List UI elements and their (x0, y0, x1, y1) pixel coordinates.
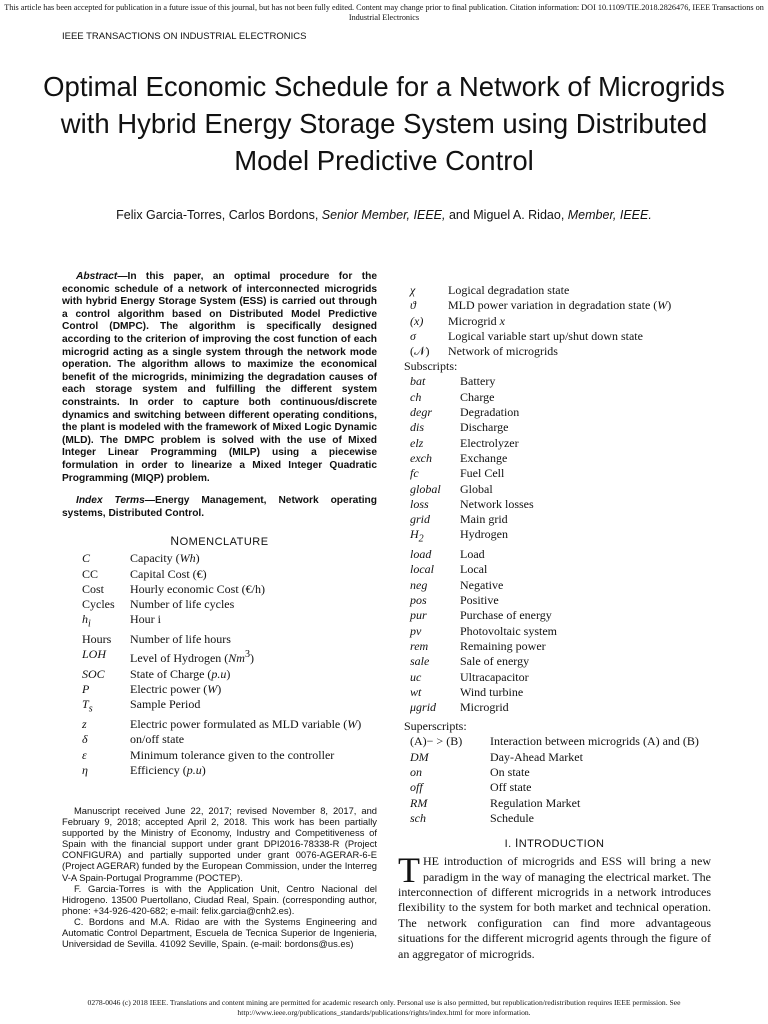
nomenclature-row (398, 451, 557, 466)
author-role-2: Member, IEEE. (567, 208, 652, 222)
symbol: sch (410, 810, 426, 825)
closing-paren: ) (201, 762, 206, 777)
nomenclature-row (398, 374, 557, 389)
symbol-cell (398, 527, 460, 547)
right-column (398, 283, 711, 962)
symbol-cell (62, 717, 130, 732)
description-cell (460, 685, 557, 700)
description: Electric power formulated as MLD variable ( (130, 717, 348, 732)
left-column (62, 271, 377, 778)
symbol-cell (398, 811, 490, 826)
nomenclature-row (62, 717, 361, 732)
description-cell (130, 567, 361, 582)
description: Level of Hydrogen ( (130, 651, 229, 666)
symbol-cell (398, 670, 460, 685)
symbol-cell (398, 329, 448, 344)
description-cell (460, 527, 557, 547)
symbol-cell (398, 780, 490, 795)
symbol: (x) (410, 313, 424, 328)
symbol: uc (410, 669, 422, 684)
description: Photovoltaic system (460, 623, 557, 638)
symbol-cell (62, 582, 130, 597)
nomenclature-row (398, 593, 557, 608)
nomenclature-row (398, 780, 699, 795)
symbol-cell (398, 512, 460, 527)
symbol: fc (410, 466, 419, 481)
description: Day-Ahead Market (490, 749, 583, 764)
dropcap-letter: T (398, 850, 420, 891)
description: Capital Cost (€) (130, 566, 207, 581)
description-cell (130, 647, 361, 666)
description-cell (490, 811, 699, 826)
symbol: (A)− > (B) (410, 734, 463, 749)
author-names-1: Felix Garcia-Torres, Carlos Bordons, (116, 208, 322, 222)
journal-header: IEEE TRANSACTIONS ON INDUSTRIAL ELECTRONICS (62, 31, 307, 42)
description-cell (130, 748, 361, 763)
closing-paren: ) (226, 666, 231, 681)
nomenclature-row (398, 811, 699, 826)
description: On state (490, 765, 530, 779)
symbol-cell (62, 612, 130, 632)
description-cell (460, 390, 557, 405)
symbol-cell (62, 667, 130, 682)
description-cell (130, 612, 361, 632)
symbol-cell (62, 551, 130, 566)
nomenclature-row (398, 578, 557, 593)
description: Hourly economic Cost (€/h) (130, 581, 265, 596)
unit: x (499, 313, 505, 328)
description-cell (130, 551, 361, 566)
closing-paren: ) (195, 551, 200, 566)
nomenclature-row (62, 582, 361, 597)
index-terms-text: Energy Management, Network operating systems, Distributed Control. (62, 495, 377, 519)
symbol-cell (398, 734, 490, 749)
symbol: pv (410, 623, 422, 638)
symbol-cell (398, 283, 448, 298)
nomenclature-row (398, 547, 557, 562)
description: Hydrogen (460, 527, 508, 542)
footnotes (62, 805, 377, 949)
nomenclature-heading-rest: OMENCLATURE (179, 536, 269, 549)
superscripts-heading: Superscripts: (404, 719, 467, 734)
description-cell (490, 780, 699, 795)
abstract-dash: — (117, 271, 128, 282)
description-cell (130, 717, 361, 732)
symbol-subscript: s (88, 703, 93, 715)
symbol: RM (410, 795, 428, 810)
closing-paren: ) (249, 651, 254, 666)
description-cell (448, 344, 671, 359)
nomenclature-row (398, 512, 557, 527)
description-cell (490, 734, 699, 749)
description: Number of life hours (130, 632, 231, 647)
description-cell (460, 608, 557, 623)
nomenclature-row (398, 283, 671, 298)
symbol: χ (410, 283, 416, 297)
symbol-cell (62, 597, 130, 612)
nomenclature-row (398, 314, 671, 329)
nomenclature-row (62, 597, 361, 612)
nomenclature-row (398, 497, 557, 512)
symbol-cell (398, 436, 460, 451)
introduction-paragraph (398, 850, 711, 962)
footnote-authors-2-3: C. Bordons and M.A. Ridao are with the Systems Engineering and Automatic Control Department, Escuela de Tecnica Superior de Ingenieria, Universidad de Sevilla. 41092 Seville, Spain. (e-mail: bordons@us.es) (62, 915, 377, 950)
description: Main grid (460, 512, 508, 527)
nomenclature-row (398, 405, 557, 420)
symbol-cell (62, 682, 130, 697)
symbol: local (410, 562, 434, 577)
symbol: on (410, 765, 422, 779)
description-cell (130, 732, 361, 747)
description: Microgrid (448, 313, 500, 328)
symbol-cell (398, 639, 460, 654)
description-cell (130, 597, 361, 612)
description-cell (460, 593, 557, 608)
description: Sample Period (130, 697, 201, 712)
symbol-cell (62, 567, 130, 582)
unit: p.u (211, 666, 227, 681)
symbol-cell (398, 796, 490, 811)
symbol-cell (62, 647, 130, 666)
description-cell (460, 405, 557, 420)
description: Positive (460, 593, 499, 608)
nomenclature-row (398, 466, 557, 481)
description: Off state (490, 780, 532, 795)
symbol-cell (398, 405, 460, 420)
symbol-cell (62, 748, 130, 763)
symbol: Hours (82, 632, 112, 647)
description: Sale of energy (460, 654, 530, 669)
symbol-cell (398, 547, 460, 562)
symbol-cell (398, 482, 460, 497)
description: Negative (460, 577, 504, 592)
symbol-cell (398, 765, 490, 780)
description: Efficiency ( (130, 762, 187, 777)
symbol: ϑ (410, 298, 416, 313)
description-cell (460, 700, 557, 715)
nomenclature-row (62, 632, 361, 647)
nomenclature-row (398, 734, 699, 749)
nomenclature-row (398, 639, 557, 654)
symbol: h (82, 612, 88, 627)
symbol-subscript: 2 (418, 533, 424, 545)
nomenclature-heading-initial: N (170, 534, 180, 549)
description: on/off state (130, 732, 185, 747)
description-cell (490, 765, 699, 780)
description-cell (460, 497, 557, 512)
description: Load (460, 547, 485, 562)
description: Local (460, 562, 488, 577)
nomenclature-row (398, 329, 671, 344)
description-cell (460, 512, 557, 527)
nomenclature-row (398, 420, 557, 435)
nomenclature-row (398, 796, 699, 811)
nomenclature-row (62, 697, 361, 717)
description: Discharge (460, 420, 509, 435)
symbol: exch (410, 450, 432, 465)
symbol: load (410, 547, 432, 562)
description-cell (460, 451, 557, 466)
index-terms-label: Index Terms (76, 495, 145, 507)
symbol: η (82, 762, 88, 777)
description-cell (130, 763, 361, 778)
symbol-cell (62, 732, 130, 747)
nomenclature-heading (62, 534, 377, 548)
description: Purchase of energy (460, 608, 552, 623)
publication-notice: This article has been accepted for publication in a future issue of this journal, but has not been fully edited. Content may change prior to final publication. Citation information: DOI 10.1109/TIE.2018.2826476, IEEE Transactions on Industrial Electronics (4, 3, 764, 22)
symbol: sale (410, 654, 430, 669)
description: Interaction between microgrids (A) and (B) (490, 734, 699, 749)
symbol-cell (398, 451, 460, 466)
symbol: CC (82, 566, 99, 581)
nomenclature-row (62, 567, 361, 582)
footnote-author-1: F. Garcia-Torres is with the Application Unit, Centro Nacional del Hidrogeno. 13500 Puertollano, Ciudad Real, Spain. (corresponding author, phone: +34-926-420-682; e-mail: felix.garcia@cnh2.es). (62, 882, 377, 916)
description-cell (130, 697, 361, 717)
symbol-cell (398, 578, 460, 593)
symbol: DM (410, 749, 429, 764)
nomenclature-row (62, 551, 361, 566)
introduction-heading (398, 836, 711, 850)
index-terms (62, 495, 377, 520)
nomenclature-row (398, 298, 671, 313)
nomenclature-row (398, 527, 557, 547)
description: Electric power ( (130, 682, 208, 697)
symbol: rem (410, 638, 429, 653)
nomenclature-row (62, 732, 361, 747)
symbol: bat (410, 374, 426, 389)
symbol-cell (398, 420, 460, 435)
description-cell (130, 582, 361, 597)
description: Electrolyzer (460, 435, 519, 450)
description: Network losses (460, 496, 534, 511)
subscripts-heading: Subscripts: (404, 359, 458, 374)
symbol: ch (410, 389, 422, 404)
nomenclature-row (398, 685, 557, 700)
symbol-cell (398, 466, 460, 481)
description: Number of life cycles (130, 597, 235, 612)
nomenclature-row (398, 436, 557, 451)
nomenclature-row (398, 700, 557, 715)
symbol: σ (410, 328, 416, 343)
description: MLD power variation in degradation state ( (448, 298, 658, 313)
symbol: SOC (82, 666, 105, 681)
symbol: off (410, 780, 423, 795)
symbol-cell (398, 497, 460, 512)
symbol-cell (398, 344, 448, 359)
unit: Wh (179, 551, 196, 566)
nomenclature-row (398, 482, 557, 497)
nomenclature-row (398, 608, 557, 623)
symbol: grid (410, 512, 431, 527)
description: Minimum tolerance given to the controller (130, 747, 335, 762)
description-cell (460, 547, 557, 562)
description-cell (460, 482, 557, 497)
description: Remaining power (460, 638, 546, 653)
symbol-cell (398, 314, 448, 329)
author-role-1: Senior Member, IEEE, (321, 208, 446, 222)
description-cell (460, 466, 557, 481)
description-cell (448, 314, 671, 329)
description: Ultracapacitor (460, 669, 529, 684)
symbol-cell (398, 298, 448, 313)
symbol: global (410, 481, 441, 496)
symbol: neg (410, 577, 428, 592)
description-cell (460, 374, 557, 389)
superscripts-table (398, 734, 699, 826)
description-cell (448, 283, 671, 298)
symbol: (𝒩) (410, 344, 430, 359)
description-cell (460, 670, 557, 685)
nomenclature-row (62, 682, 361, 697)
description: Logical variable start up/shut down state (448, 328, 643, 343)
author-names-2: and Miguel A. Ridao, (445, 208, 568, 222)
description-cell (460, 639, 557, 654)
description: Global (460, 481, 493, 496)
symbol: δ (82, 732, 88, 747)
nomenclature-row (398, 624, 557, 639)
abstract (62, 271, 377, 485)
subscripts-table (398, 374, 557, 715)
symbol: H (410, 527, 419, 542)
nomenclature-row (62, 647, 361, 666)
description: Battery (460, 374, 496, 389)
closing-paren: ) (667, 298, 672, 313)
symbol-cell (62, 632, 130, 647)
symbol-cell (62, 763, 130, 778)
author-line (0, 208, 768, 222)
symbol-cell (62, 697, 130, 717)
nomenclature-continued-table (398, 283, 671, 359)
symbol-subscript: i (88, 618, 91, 630)
description: Regulation Market (490, 795, 581, 810)
description-cell (460, 436, 557, 451)
description: Wind turbine (460, 684, 524, 699)
symbol-cell (398, 562, 460, 577)
symbol-cell (398, 608, 460, 623)
description: Logical degradation state (448, 283, 570, 297)
nomenclature-row (62, 763, 361, 778)
symbol: T (82, 697, 89, 712)
copyright-notice: 0278-0046 (c) 2018 IEEE. Translations and content mining are permitted for academic research only. Personal use is also permitted, but republication/redistribution requires IEEE permission. See http://www.ieee.org/publications_standards/publications/rights/index.html for more information. (87, 998, 681, 1017)
unit: p.u (186, 762, 202, 777)
description: Charge (460, 389, 495, 404)
description-cell (448, 298, 671, 313)
abstract-label: Abstract (76, 271, 118, 282)
description-cell (460, 624, 557, 639)
symbol-cell (398, 750, 490, 765)
description-cell (490, 796, 699, 811)
symbol: ε (82, 747, 87, 762)
description-cell (130, 632, 361, 647)
footnote-manuscript: Manuscript received June 22, 2017; revised November 8, 2017, and February 9, 2018; accepted April 2, 2018. This work has been partially supported by the Ministry of Economy, Industry and Competitiveness of Spain with the financial support under grant DPI2016-78338-R (Project CONFIGURA) and partially supported under grant 0076-AGERAR-6-E (Project AGERAR) funded by the European Commission, under the Interreg V-A Spain-Portugal Programme (POCTEP). (62, 805, 377, 883)
symbol: elz (410, 435, 424, 450)
abstract-text: In this paper, an optimal procedure for the economic schedule of a network of interconnected microgrids with hybrid Energy Storage System (ESS) is carried out through a control algorithm based on Distributed Model Predictive Control (DMPC). The algorithm is specifically designed according to the criterion of improving the cost function of each microgrid acting as a single system through the network mode operation. The algorithm allows to maximize the economical benefit of the microgrids, minimizing the degradation causes of each storage system and fulfilling the different system constraints. In order to capture both continuous/discrete dynamics and switching between different operating conditions, the plant is modeled with the framework of Mixed Logic Dynamic (MLD). The DMPC problem is solved with the use of Mixed Integer Linear Programming (MILP) using a piecewise formulation in order to linearize a Mixed Integer Quadratic Programming (MIQP) problem. (62, 271, 377, 484)
unit: W (657, 298, 668, 313)
description-cell (460, 562, 557, 577)
nomenclature-row (398, 750, 699, 765)
symbol: pos (410, 593, 427, 608)
nomenclature-row (62, 612, 361, 632)
description: Network of microgrids (448, 344, 558, 359)
symbol: μgrid (410, 700, 437, 715)
paper-title: Optimal Economic Schedule for a Network of Microgrids with Hybrid Energy Storage System using Distributed Model Predictive Control (43, 71, 725, 176)
symbol-cell (398, 593, 460, 608)
nomenclature-row (62, 748, 361, 763)
nomenclature-row (398, 654, 557, 669)
symbol: wt (410, 684, 422, 699)
description: Hour i (130, 612, 161, 627)
unit-exponent: 3 (244, 649, 250, 661)
symbol: z (82, 717, 87, 732)
description: Degradation (460, 405, 520, 420)
symbol-cell (398, 685, 460, 700)
description: Fuel Cell (460, 466, 505, 481)
symbol-cell (398, 700, 460, 715)
introduction-heading-initial: I (514, 836, 519, 851)
symbol: P (82, 682, 90, 697)
closing-paren: ) (357, 717, 362, 732)
symbol: LOH (82, 647, 107, 662)
introduction-heading-rest: NTRODUCTION (518, 838, 605, 851)
description: Exchange (460, 450, 508, 465)
symbol-cell (398, 654, 460, 669)
symbol: pur (410, 608, 427, 623)
description-cell (130, 682, 361, 697)
description: Microgrid (460, 700, 509, 715)
description-cell (460, 578, 557, 593)
description-cell (130, 667, 361, 682)
nomenclature-row (398, 670, 557, 685)
nomenclature-row (398, 390, 557, 405)
description: Schedule (490, 810, 534, 825)
description: State of Charge ( (130, 666, 212, 681)
symbol-cell (398, 374, 460, 389)
symbol: Cycles (82, 597, 115, 612)
symbol-cell (398, 390, 460, 405)
introduction-heading-number: I. (504, 838, 515, 851)
closing-paren: ) (217, 682, 222, 697)
symbol: C (82, 551, 91, 566)
nomenclature-row (398, 344, 671, 359)
description-cell (448, 329, 671, 344)
description-cell (460, 654, 557, 669)
symbol-cell (398, 624, 460, 639)
nomenclature-table (62, 551, 361, 778)
nomenclature-row (62, 667, 361, 682)
unit: W (347, 717, 358, 732)
unit: W (207, 682, 218, 697)
description-cell (490, 750, 699, 765)
index-terms-dash: — (144, 495, 155, 507)
symbol: Cost (82, 581, 105, 596)
description: Capacity ( (130, 551, 180, 566)
symbol: dis (410, 420, 425, 435)
unit: Nm (228, 651, 245, 666)
symbol: loss (410, 496, 429, 511)
description-cell (460, 420, 557, 435)
nomenclature-row (398, 765, 699, 780)
introduction-text: HE introduction of microgrids and ESS will bring a new paradigm in the way of managing the electrical market. The interconnection of different microgrids in a network introduces flexibility to the system for both market and technical operation. The network configuration can find more advantageous situations for the different microgrid agents through the figure of an aggregator of microgrids. (398, 854, 711, 961)
nomenclature-row (398, 562, 557, 577)
symbol: degr (410, 405, 432, 420)
